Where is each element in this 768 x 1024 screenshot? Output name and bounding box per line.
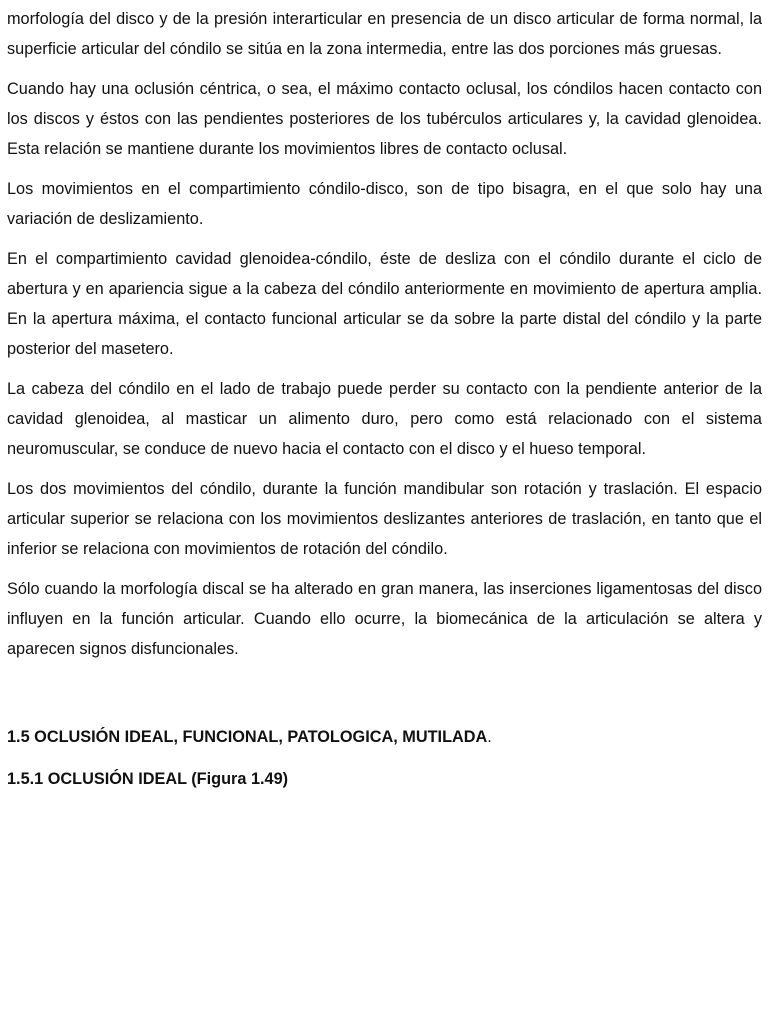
paragraph-discal-morphology-altered: Sólo cuando la morfología discal se ha alterado en gran manera, las inserciones ligamentosas del disco influyen en la función articular. Cuando ello ocurre, la biomecánica de la articulación se altera y aparecen signos disfuncionales.	[7, 580, 762, 658]
section-heading	[7, 722, 762, 752]
paragraph-disc-morphology: morfología del disco y de la presión interarticular en presencia de un disco articular de forma normal, la superficie articular del cóndilo se sitúa en la zona intermedia, entre las dos porciones más gruesas.	[7, 10, 762, 58]
section-spacer	[7, 674, 762, 722]
paragraph-working-side-condyle: La cabeza del cóndilo en el lado de trabajo puede perder su contacto con la pendiente anterior de la cavidad glenoidea, al masticar un alimento duro, pero como está relacionado con el sistema neuromuscular, se conduce de nuevo hacia el contacto con el disco y el hueso temporal.	[7, 380, 762, 458]
paragraph-condyle-disc-movements: Los movimientos en el compartimiento cóndilo-disco, son de tipo bisagra, en el que solo hay una variación de deslizamiento.	[7, 180, 762, 228]
section-heading-period: .	[487, 728, 492, 746]
paragraph-glenoid-condyle-compartment: En el compartimiento cavidad glenoidea-cóndilo, éste de desliza con el cóndilo durante el ciclo de abertura y en apariencia sigue a la cabeza del cóndilo anteriormente en movimiento de apertura amplia. En la apertura máxima, el contacto funcional articular se da sobre la parte distal del cóndilo y la parte posterior del masetero.	[7, 250, 762, 358]
paragraph-centric-occlusion: Cuando hay una oclusión céntrica, o sea, el máximo contacto oclusal, los cóndilos hacen contacto con los discos y éstos con las pendientes posteriores de los tubérculos articulares y, la cavidad glenoidea. Esta relación se mantiene durante los movimientos libres de contacto oclusal.	[7, 80, 762, 158]
document-page	[7, 4, 762, 794]
paragraph-condyle-rotation-translation: Los dos movimientos del cóndilo, durante la función mandibular son rotación y traslación. El espacio articular superior se relaciona con los movimientos deslizantes anteriores de traslación, en tanto que el inferior se relaciona con movimientos de rotación del cóndilo.	[7, 480, 762, 558]
section-heading-text: 1.5 OCLUSIÓN IDEAL, FUNCIONAL, PATOLOGICA, MUTILADA	[7, 728, 488, 746]
subsection-heading: 1.5.1 OCLUSIÓN IDEAL (Figura 1.49)	[7, 770, 289, 788]
